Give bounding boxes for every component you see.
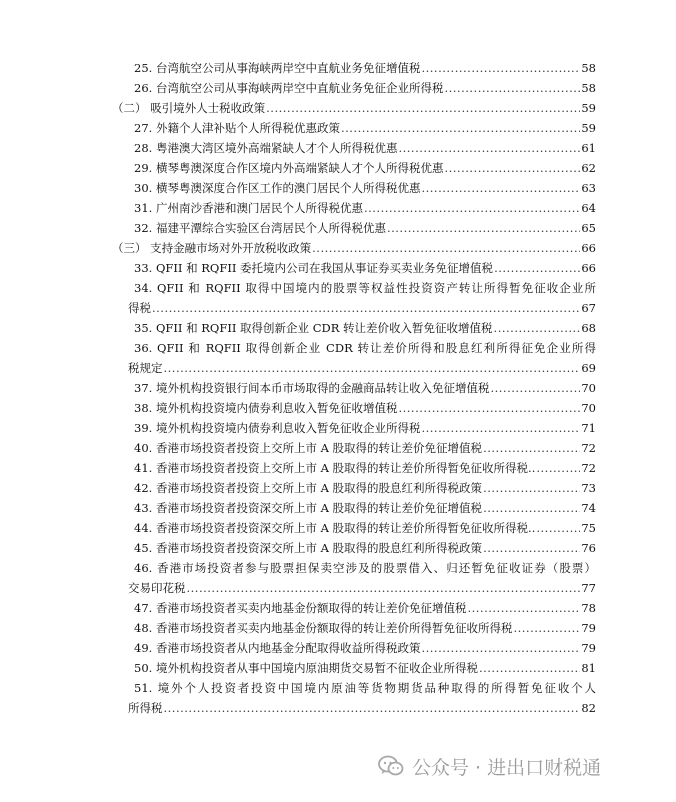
toc-entry-label: 43. 香港市场投资者投资深交所上市 A 股取得的转让差价免征增值税 xyxy=(134,501,483,515)
leader-dots xyxy=(494,318,581,338)
leader-dots xyxy=(536,458,580,478)
toc-entry-label: 27. 外籍个人津补贴个人所得税优惠政策 xyxy=(134,121,340,135)
toc-entry[interactable] xyxy=(128,458,596,478)
toc-entry-label: 40. 香港市场投资者投资上交所上市 A 股取得的转让差价免征增值税 xyxy=(134,441,483,455)
leader-dots xyxy=(421,418,580,438)
toc-entry-label: 45. 香港市场投资者投资深交所上市 A 股取得的股息红利所得税政策 xyxy=(134,541,483,555)
toc-page-number: 58 xyxy=(581,81,596,95)
toc-entry-first-line[interactable] xyxy=(128,558,596,578)
toc-entry[interactable] xyxy=(128,498,596,518)
wechat-icon xyxy=(378,755,404,777)
toc-page-number: 72 xyxy=(581,461,596,475)
toc-entry-label: 37. 境外机构投资银行间本币市场取得的金融商品转让收入免征增值税 xyxy=(134,381,490,395)
toc-page-number: 64 xyxy=(581,201,596,215)
toc-entry-continuation[interactable] xyxy=(128,298,596,318)
toc-section-heading[interactable] xyxy=(112,98,596,118)
leader-dots xyxy=(513,618,580,638)
leader-dots xyxy=(152,298,580,318)
toc-entry-first-line[interactable] xyxy=(128,338,596,358)
toc-entry[interactable] xyxy=(128,258,596,278)
toc-entry-label: 34. QFII 和 RQFII 取得中国境内的股票等权益性投资资产转让所得暂免征收企业所 xyxy=(134,281,596,295)
leader-dots xyxy=(483,478,580,498)
toc-entry-label: 31. 广州南沙香港和澳门居民个人所得税优惠 xyxy=(134,201,363,215)
toc-page-number: 66 xyxy=(581,261,596,275)
toc-entry[interactable] xyxy=(128,58,596,78)
leader-dots xyxy=(421,58,580,78)
toc-entry-label: 30. 横琴粤澳深度合作区工作的澳门居民个人所得税优惠 xyxy=(134,181,421,195)
toc-entry[interactable] xyxy=(128,538,596,558)
toc-entry-label: 50. 境外机构投资者从事中国境内原油期货交易暂不征收企业所得税 xyxy=(134,661,478,675)
toc-entry-label-cont: 所得税 xyxy=(128,701,163,715)
toc-entry-label: 41. 香港市场投资者投资上交所上市 A 股取得的转让差价所得暂免征收所得税.. xyxy=(134,461,536,475)
toc-entry[interactable] xyxy=(128,178,596,198)
toc-page-number: 76 xyxy=(581,541,596,555)
toc-entry-label: 36. QFII 和 RQFII 取得创新企业 CDR 转让差价所得和股息红利所得征免企业所得 xyxy=(134,341,596,355)
toc-entry-continuation[interactable] xyxy=(128,578,596,598)
toc-page-number: 68 xyxy=(581,321,596,335)
toc-entry-label: 25. 台湾航空公司从事海峡两岸空中直航业务免征增值税 xyxy=(134,61,421,75)
watermark-text: 公众号 · 进出口财税通 xyxy=(412,756,602,779)
leader-dots xyxy=(398,138,580,158)
toc-entry[interactable] xyxy=(128,478,596,498)
toc-entry[interactable] xyxy=(128,618,596,638)
toc-entry[interactable] xyxy=(128,518,596,538)
toc-entry-label-cont: 税规定 xyxy=(128,361,163,375)
toc-entry-label: 42. 香港市场投资者投资上交所上市 A 股取得的股息红利所得税政策 xyxy=(134,481,483,495)
leader-dots xyxy=(490,378,580,398)
toc-page-number: 77 xyxy=(581,581,596,595)
leader-dots xyxy=(364,198,580,218)
leader-dots xyxy=(164,358,581,378)
toc-page-number: 74 xyxy=(581,501,596,515)
watermark xyxy=(378,752,601,780)
toc-entry-label: 32. 福建平潭综合实验区台湾居民个人所得税优惠 xyxy=(134,221,386,235)
toc-page-number: 78 xyxy=(581,601,596,615)
toc-entry[interactable] xyxy=(128,118,596,138)
toc-entry-label: 38. 境外机构投资境内债券利息收入暂免征收增值税 xyxy=(134,401,398,415)
toc-entry[interactable] xyxy=(128,318,596,338)
toc-page-number: 70 xyxy=(581,381,596,395)
leader-dots xyxy=(266,98,580,118)
toc-page-number: 75 xyxy=(581,521,596,535)
toc-section-label: （二） 吸引境外人士税收政策 xyxy=(112,101,266,115)
toc-entry[interactable] xyxy=(128,218,596,238)
toc-entry[interactable] xyxy=(128,438,596,458)
toc-page-number: 82 xyxy=(581,701,596,715)
toc-entry-label: 48. 香港市场投资者买卖内地基金份额取得的转让差价所得暂免征收所得税 xyxy=(134,621,513,635)
leader-dots xyxy=(187,578,581,598)
leader-dots xyxy=(387,218,580,238)
toc-entry[interactable] xyxy=(128,638,596,658)
toc-entry[interactable] xyxy=(128,138,596,158)
toc-entry-label: 47. 香港市场投资者买卖内地基金份额取得的转让差价免征增值税 xyxy=(134,601,467,615)
toc-page-number: 67 xyxy=(581,301,596,315)
leader-dots xyxy=(341,118,580,138)
toc-entry-label-cont: 交易印花税 xyxy=(128,581,186,595)
toc-entry-continuation[interactable] xyxy=(128,698,596,718)
toc-page-number: 61 xyxy=(581,141,596,155)
toc-entry-label: 35. QFII 和 RQFII 取得创新企业 CDR 转让差价收入暂免征收增值税 xyxy=(134,321,493,335)
toc-page-number: 70 xyxy=(581,401,596,415)
leader-dots xyxy=(483,538,580,558)
leader-dots xyxy=(536,518,580,538)
table-of-contents xyxy=(112,58,596,718)
leader-dots xyxy=(444,158,580,178)
toc-page-number: 81 xyxy=(581,661,596,675)
toc-page-number: 72 xyxy=(581,441,596,455)
toc-entry-label: 51. 境外个人投资者投资中国境内原油等货物期货品种取得的所得暂免征收个人 xyxy=(134,681,596,695)
toc-entry-label: 26. 台湾航空公司从事海峡两岸空中直航业务免征企业所得税 xyxy=(134,81,444,95)
toc-entry-label: 29. 横琴粤澳深度合作区境内外高端紧缺人才个人所得税优惠 xyxy=(134,161,444,175)
toc-page-number: 79 xyxy=(581,621,596,635)
toc-entry[interactable] xyxy=(128,378,596,398)
toc-entry[interactable] xyxy=(128,598,596,618)
toc-entry[interactable] xyxy=(128,398,596,418)
toc-entry-first-line[interactable] xyxy=(128,278,596,298)
toc-entry-label: 44. 香港市场投资者投资深交所上市 A 股取得的转让差价所得暂免征收所得税.. xyxy=(134,521,536,535)
toc-page-number: 65 xyxy=(581,221,596,235)
leader-dots xyxy=(421,178,580,198)
leader-dots xyxy=(421,638,580,658)
toc-section-heading[interactable] xyxy=(112,238,596,258)
toc-page-number: 66 xyxy=(581,241,596,255)
toc-entry-label: 33. QFII 和 RQFII 委托境内公司在我国从事证券买卖业务免征增值税 xyxy=(134,261,494,275)
toc-entry-label-cont: 得税 xyxy=(128,301,151,315)
leader-dots xyxy=(444,78,580,98)
leader-dots xyxy=(467,598,580,618)
toc-entry-label: 46. 香港市场投资者参与股票担保卖空涉及的股票借入、归还暂免征收证券（股票） xyxy=(134,561,596,575)
toc-page-number: 63 xyxy=(581,181,596,195)
toc-page-number: 79 xyxy=(581,641,596,655)
toc-entry-continuation[interactable] xyxy=(128,358,596,378)
toc-entry-label: 39. 境外机构投资境内债券利息收入暂免征收企业所得税 xyxy=(134,421,421,435)
leader-dots xyxy=(398,398,580,418)
toc-page-number: 71 xyxy=(581,421,596,435)
leader-dots xyxy=(164,698,581,718)
leader-dots xyxy=(479,658,580,678)
toc-page-number: 73 xyxy=(581,481,596,495)
toc-page-number: 58 xyxy=(581,61,596,75)
toc-entry[interactable] xyxy=(128,418,596,438)
toc-page-number: 62 xyxy=(581,161,596,175)
toc-page-number: 59 xyxy=(581,121,596,135)
leader-dots xyxy=(483,498,580,518)
leader-dots xyxy=(483,438,580,458)
leader-dots xyxy=(494,258,580,278)
toc-entry[interactable] xyxy=(128,658,596,678)
toc-entry-label: 28. 粤港澳大湾区境外高端紧缺人才个人所得税优惠 xyxy=(134,141,398,155)
toc-entry[interactable] xyxy=(128,198,596,218)
toc-page-number: 69 xyxy=(581,361,596,375)
toc-entry[interactable] xyxy=(128,78,596,98)
toc-entry-first-line[interactable] xyxy=(128,678,596,698)
leader-dots xyxy=(312,238,580,258)
toc-page-number: 59 xyxy=(581,101,596,115)
toc-section-label: （三） 支持金融市场对外开放税收政策 xyxy=(112,241,312,255)
toc-entry-label: 49. 香港市场投资者从内地基金分配取得收益所得税政策 xyxy=(134,641,421,655)
toc-entry[interactable] xyxy=(128,158,596,178)
